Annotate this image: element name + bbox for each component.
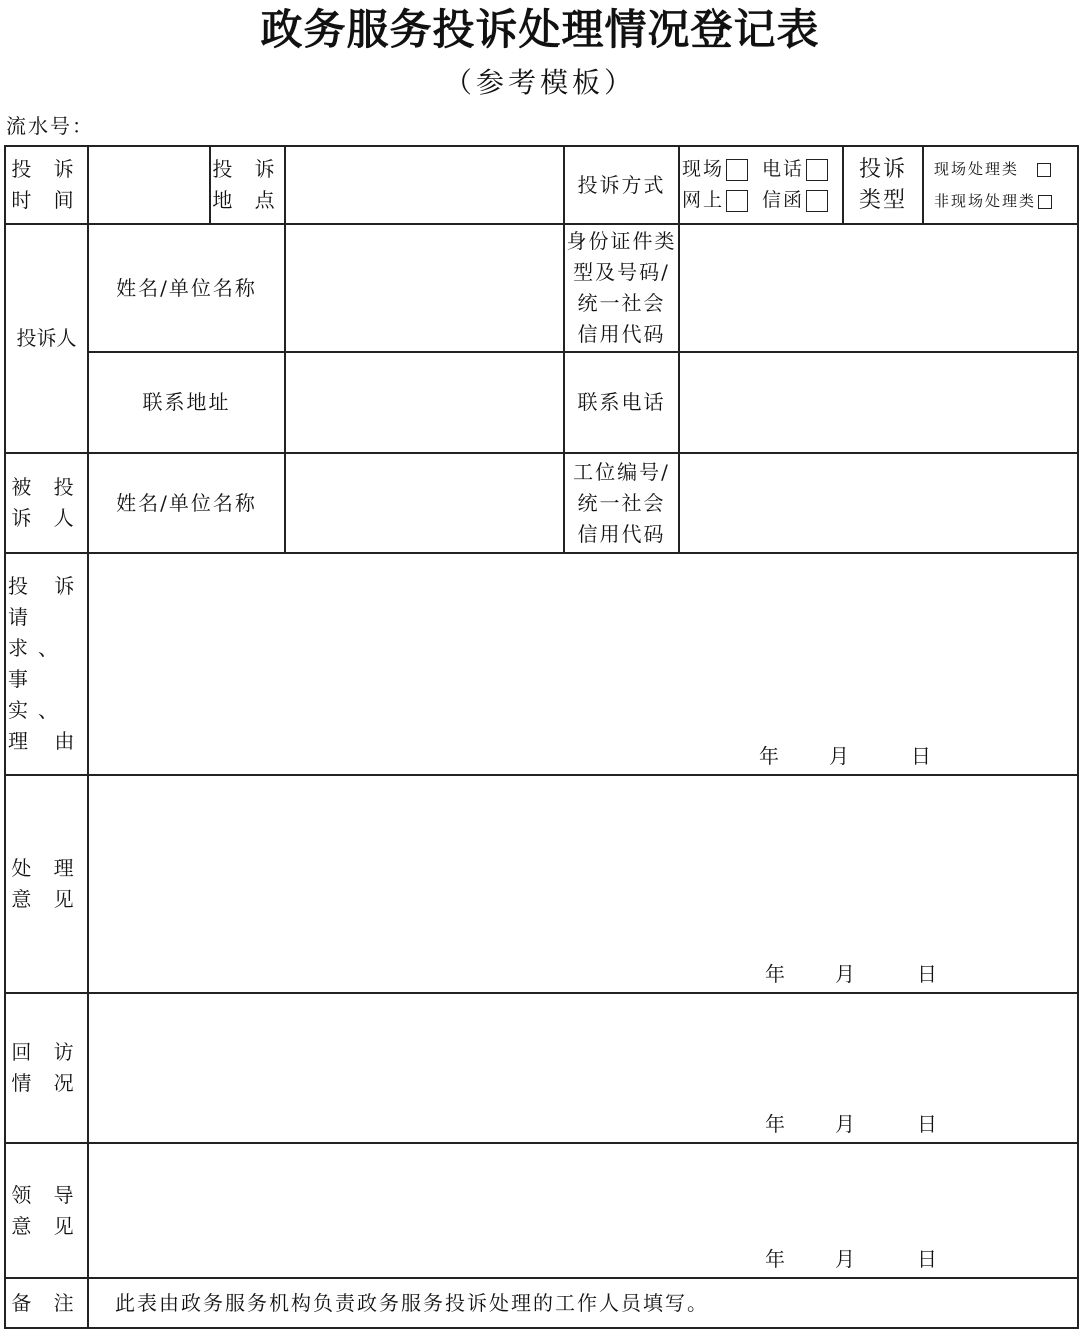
method-phone-label: 电话 bbox=[762, 158, 805, 180]
date-day: 日 bbox=[911, 744, 931, 768]
type-offsite-label: 非现场处理类 bbox=[934, 192, 1037, 210]
table-row bbox=[5, 1278, 1078, 1328]
respondent-id-field[interactable] bbox=[679, 453, 1078, 553]
date-month: 月 bbox=[835, 1112, 855, 1136]
form-title: 政务服务投诉处理情况登记表 bbox=[260, 5, 820, 54]
remarks-text: 此表由政务服务机构负责政务服务投诉处理的工作人员填写。 bbox=[88, 1278, 1078, 1328]
complainant-name-field[interactable] bbox=[285, 224, 564, 352]
complaint-type-options bbox=[923, 146, 1078, 224]
method-onsite-label: 现场 bbox=[682, 158, 725, 180]
method-phone-checkbox[interactable] bbox=[806, 159, 828, 181]
complainant-address-field[interactable] bbox=[285, 352, 564, 453]
table-row bbox=[5, 146, 1078, 224]
serial-number-label: 流水号： bbox=[6, 114, 94, 138]
complainant-name-label: 姓名/单位名称 bbox=[88, 224, 285, 352]
request-content-field[interactable] bbox=[88, 553, 1078, 775]
date-day: 日 bbox=[917, 1112, 937, 1136]
type-offsite-checkbox[interactable] bbox=[1038, 195, 1052, 209]
complaint-method-label: 投诉方式 bbox=[564, 146, 679, 224]
table-row bbox=[5, 1143, 1078, 1278]
date-month: 月 bbox=[835, 1247, 855, 1271]
table-row bbox=[5, 553, 1078, 775]
followup-label: 回 访 情 况 bbox=[5, 993, 88, 1143]
method-letter-checkbox[interactable] bbox=[806, 190, 828, 212]
method-onsite-checkbox[interactable] bbox=[726, 159, 748, 181]
date-month: 月 bbox=[835, 962, 855, 986]
date-day: 日 bbox=[917, 962, 937, 986]
complainant-address-label: 联系地址 bbox=[88, 352, 285, 453]
followup-field[interactable] bbox=[88, 993, 1078, 1143]
form-subtitle: （参考模板） bbox=[443, 66, 636, 99]
respondent-name-field[interactable] bbox=[285, 453, 564, 553]
complaint-place-field[interactable] bbox=[285, 146, 564, 224]
respondent-label: 被 投 诉 人 bbox=[5, 453, 88, 553]
date-year: 年 bbox=[759, 744, 779, 768]
table-row bbox=[5, 224, 1078, 352]
date-year: 年 bbox=[765, 962, 785, 986]
complainant-phone-field[interactable] bbox=[679, 352, 1078, 453]
handling-opinion-label: 处 理 意 见 bbox=[5, 775, 88, 993]
complaint-time-label: 投 诉 时 间 bbox=[5, 146, 88, 224]
table-row bbox=[5, 352, 1078, 453]
table-row bbox=[5, 993, 1078, 1143]
request-label: 投 诉 请 求、 事 实、 理 由 bbox=[5, 553, 88, 775]
table-row bbox=[5, 775, 1078, 993]
respondent-id-label: 工位编号/ 统一社会 信用代码 bbox=[564, 453, 679, 553]
method-letter-label: 信函 bbox=[762, 189, 805, 211]
table-row bbox=[5, 453, 1078, 553]
complaint-registration-table bbox=[4, 145, 1079, 1329]
remarks-label: 备 注 bbox=[5, 1278, 88, 1328]
date-month: 月 bbox=[829, 744, 849, 768]
method-online-checkbox[interactable] bbox=[726, 190, 748, 212]
type-onsite-checkbox[interactable] bbox=[1037, 163, 1051, 177]
leader-opinion-field[interactable] bbox=[88, 1143, 1078, 1278]
complainant-phone-label: 联系电话 bbox=[564, 352, 679, 453]
date-year: 年 bbox=[765, 1247, 785, 1271]
complaint-place-label: 投 诉 地 点 bbox=[210, 146, 285, 224]
complainant-label: 投诉人 bbox=[5, 224, 88, 453]
complainant-id-field[interactable] bbox=[679, 224, 1078, 352]
handling-opinion-field[interactable] bbox=[88, 775, 1078, 993]
method-online-label: 网上 bbox=[682, 189, 725, 211]
complainant-id-label: 身份证件类 型及号码/ 统一社会 信用代码 bbox=[564, 224, 679, 352]
type-onsite-label: 现场处理类 bbox=[934, 160, 1020, 178]
leader-opinion-label: 领 导 意 见 bbox=[5, 1143, 88, 1278]
complaint-method-options bbox=[679, 146, 843, 224]
complaint-type-label: 投诉 类型 bbox=[843, 146, 923, 224]
complaint-time-field[interactable] bbox=[88, 146, 210, 224]
date-day: 日 bbox=[917, 1247, 937, 1271]
date-year: 年 bbox=[765, 1112, 785, 1136]
respondent-name-label: 姓名/单位名称 bbox=[88, 453, 285, 553]
